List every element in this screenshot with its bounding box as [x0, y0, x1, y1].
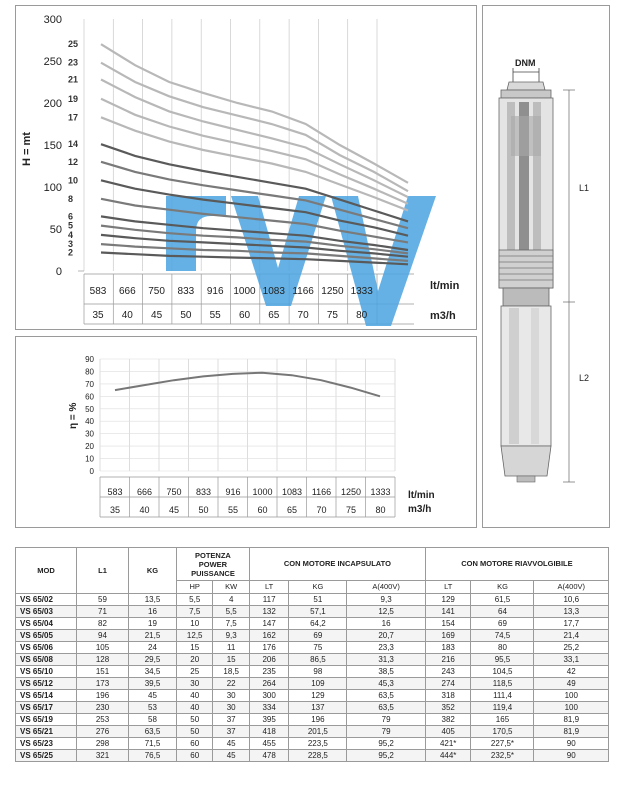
table-cell: 4: [213, 594, 249, 606]
eff-y-tick: 50: [85, 404, 94, 414]
table-cell: 243: [425, 666, 471, 678]
table-cell: 80: [471, 642, 534, 654]
table-cell: 95,2: [347, 738, 426, 750]
table-cell: 15: [213, 654, 249, 666]
eff-x-tick-lt: 750: [166, 487, 182, 497]
table-cell: 45,3: [347, 678, 426, 690]
eff-x-tick-lt: 1083: [281, 487, 303, 497]
table-cell: 98: [289, 666, 347, 678]
table-cell: 478: [249, 750, 289, 762]
table-cell: 352: [425, 702, 471, 714]
table-cell: 455: [249, 738, 289, 750]
table-row: [16, 666, 609, 678]
table-cell: 95,2: [347, 750, 426, 762]
head-chart-panel: [15, 5, 477, 330]
head-x-tick-m3: 75: [326, 310, 338, 321]
eff-x-tick-lt: 583: [107, 487, 123, 497]
model-cell: VS 65/03: [16, 606, 77, 618]
table-cell: 95,5: [471, 654, 534, 666]
table-cell: 7,5: [177, 606, 213, 618]
table-cell: 30: [213, 690, 249, 702]
table-cell: 111,4: [471, 690, 534, 702]
head-x-tick-m3: 80: [356, 310, 368, 321]
table-cell: 235: [249, 666, 289, 678]
eff-x-tick-m3: 80: [375, 505, 386, 515]
table-cell: 12,5: [347, 606, 426, 618]
model-cell: VS 65/21: [16, 726, 77, 738]
table-row: [16, 738, 609, 750]
table-cell: 58: [129, 714, 177, 726]
table-cell: 100: [534, 690, 609, 702]
table-cell: 50: [177, 726, 213, 738]
efficiency-chart-panel: [15, 336, 477, 528]
table-cell: 31,3: [347, 654, 426, 666]
table-cell: 223,5: [289, 738, 347, 750]
table-cell: 173: [77, 678, 129, 690]
sub-header: LT: [425, 581, 471, 594]
head-curve-25: [101, 44, 408, 183]
eff-x-tick-m3: 65: [286, 505, 298, 515]
col-power-header: POTENZA POWER PUISSANCE: [177, 548, 250, 581]
table-cell: 63,5: [129, 726, 177, 738]
head-x-tick-m3: 65: [268, 310, 280, 321]
table-cell: 318: [425, 690, 471, 702]
table-cell: 418: [249, 726, 289, 738]
table-cell: 22: [213, 678, 249, 690]
l1-label: L1: [579, 183, 590, 193]
eff-y-tick: 60: [85, 392, 94, 402]
table-cell: 100: [534, 702, 609, 714]
table-cell: 63,5: [347, 690, 426, 702]
eff-y-axis-label: η = %: [68, 402, 79, 429]
table-cell: 34,5: [129, 666, 177, 678]
table-cell: 128: [77, 654, 129, 666]
eff-x-tick-lt: 1333: [370, 487, 391, 497]
head-x-tick-lt: 1083: [262, 286, 285, 297]
table-cell: 129: [425, 594, 471, 606]
col-incaps-header: CON MOTORE INCAPSULATO: [249, 548, 425, 581]
sub-header: KG: [289, 581, 347, 594]
table-cell: 61,5: [471, 594, 534, 606]
table-cell: 20,7: [347, 630, 426, 642]
table-cell: 228,5: [289, 750, 347, 762]
table-cell: 105: [77, 642, 129, 654]
table-row: [16, 726, 609, 738]
table-cell: 16: [129, 606, 177, 618]
stage-label: 4: [68, 229, 74, 240]
pump-drawing: [483, 6, 609, 527]
eff-x-tick-m3: 50: [198, 505, 209, 515]
table-cell: 154: [425, 618, 471, 630]
sub-header: KW: [213, 581, 249, 594]
stage-label: 5: [68, 220, 74, 231]
table-cell: 60: [177, 738, 213, 750]
table-cell: 81,9: [534, 714, 609, 726]
dnm-label: DNM: [515, 58, 536, 68]
table-cell: 9,3: [347, 594, 426, 606]
table-cell: 104,5: [471, 666, 534, 678]
sub-header: A(400V): [534, 581, 609, 594]
head-x-unit-lt: lt/min: [430, 280, 460, 292]
table-cell: 40: [177, 702, 213, 714]
table-cell: 421*: [425, 738, 471, 750]
table-row: [16, 690, 609, 702]
model-cell: VS 65/14: [16, 690, 77, 702]
model-cell: VS 65/08: [16, 654, 77, 666]
table-cell: 12,5: [177, 630, 213, 642]
table-cell: 117: [249, 594, 289, 606]
table-cell: 69: [471, 618, 534, 630]
head-y-axis-label: H = mt: [21, 132, 33, 166]
table-row: [16, 750, 609, 762]
table-cell: 162: [249, 630, 289, 642]
head-y-tick: 300: [43, 14, 62, 26]
table-row: [16, 702, 609, 714]
table-row: [16, 642, 609, 654]
table-row: [16, 606, 609, 618]
table-cell: 45: [129, 690, 177, 702]
table-cell: 147: [249, 618, 289, 630]
table-cell: 13,5: [129, 594, 177, 606]
model-cell: VS 65/05: [16, 630, 77, 642]
table-cell: 19: [129, 618, 177, 630]
table-cell: 109: [289, 678, 347, 690]
eff-x-tick-m3: 45: [168, 505, 180, 515]
table-cell: 17,7: [534, 618, 609, 630]
table-row: [16, 654, 609, 666]
head-curve-23: [101, 63, 408, 192]
eff-y-tick: 80: [85, 367, 94, 377]
table-cell: 169: [425, 630, 471, 642]
table-cell: 39,5: [129, 678, 177, 690]
table-cell: 170,5: [471, 726, 534, 738]
table-cell: 16: [347, 618, 426, 630]
eff-y-tick: 20: [85, 442, 94, 452]
stage-label: 21: [68, 74, 79, 85]
table-cell: 274: [425, 678, 471, 690]
head-x-tick-m3: 70: [297, 310, 309, 321]
table-cell: 119,4: [471, 702, 534, 714]
head-x-tick-m3: 35: [92, 310, 104, 321]
table-cell: 82: [77, 618, 129, 630]
head-x-tick-m3: 60: [238, 310, 251, 321]
eff-y-tick: 40: [85, 417, 94, 427]
table-cell: 64: [471, 606, 534, 618]
head-x-unit-m3: m3/h: [430, 310, 456, 322]
col-mod-header: MOD: [16, 548, 77, 594]
table-cell: 37: [213, 726, 249, 738]
col-riavv-header: CON MOTORE RIAVVOLGIBILE: [425, 548, 608, 581]
head-x-tick-lt: 750: [148, 286, 165, 297]
table-cell: 42: [534, 666, 609, 678]
model-cell: VS 65/06: [16, 642, 77, 654]
model-cell: VS 65/10: [16, 666, 77, 678]
table-cell: 79: [347, 714, 426, 726]
table-cell: 30: [177, 678, 213, 690]
table-cell: 196: [77, 690, 129, 702]
stage-label: 17: [68, 112, 79, 123]
table-row: [16, 678, 609, 690]
model-cell: VS 65/19: [16, 714, 77, 726]
table-cell: 69: [289, 630, 347, 642]
table-cell: 276: [77, 726, 129, 738]
table-cell: 334: [249, 702, 289, 714]
head-x-tick-m3: 40: [121, 310, 133, 321]
table-cell: 183: [425, 642, 471, 654]
eff-x-tick-lt: 1166: [311, 487, 332, 497]
table-cell: 13,3: [534, 606, 609, 618]
model-cell: VS 65/17: [16, 702, 77, 714]
eff-y-tick: 10: [85, 454, 94, 464]
table-cell: 151: [77, 666, 129, 678]
table-cell: 63,5: [347, 702, 426, 714]
table-cell: 118,5: [471, 678, 534, 690]
sub-header: HP: [177, 581, 213, 594]
table-cell: 59: [77, 594, 129, 606]
table-row: [16, 630, 609, 642]
table-row: [16, 618, 609, 630]
l2-label: L2: [579, 373, 590, 383]
eff-x-tick-m3: 35: [109, 505, 121, 515]
table-cell: 24: [129, 642, 177, 654]
table-cell: 86,5: [289, 654, 347, 666]
eff-x-tick-lt: 1250: [340, 487, 362, 497]
eff-x-tick-lt: 916: [225, 487, 241, 497]
table-cell: 20: [177, 654, 213, 666]
col-kg-header: KG: [129, 548, 177, 594]
table-cell: 23,3: [347, 642, 426, 654]
table-cell: 81,9: [534, 726, 609, 738]
pump-drawing-panel: [482, 5, 610, 528]
col-l1-header: L1: [77, 548, 129, 594]
table-cell: 71,5: [129, 738, 177, 750]
table-cell: 395: [249, 714, 289, 726]
head-y-tick: 0: [55, 266, 62, 278]
stage-label: 2: [68, 247, 74, 258]
table-cell: 382: [425, 714, 471, 726]
table-cell: 141: [425, 606, 471, 618]
table-cell: 18,5: [213, 666, 249, 678]
eff-x-tick-m3: 70: [316, 505, 327, 515]
sub-header: LT: [249, 581, 289, 594]
table-cell: 5,5: [177, 594, 213, 606]
table-cell: 253: [77, 714, 129, 726]
table-cell: 21,4: [534, 630, 609, 642]
table-cell: 300: [249, 690, 289, 702]
eff-x-tick-m3: 40: [139, 505, 150, 515]
eff-y-tick: 70: [85, 379, 94, 389]
table-cell: 10,6: [534, 594, 609, 606]
table-cell: 165: [471, 714, 534, 726]
table-cell: 444*: [425, 750, 471, 762]
table-cell: 201,5: [289, 726, 347, 738]
head-x-tick-lt: 666: [118, 286, 136, 297]
table-cell: 405: [425, 726, 471, 738]
table-cell: 90: [534, 738, 609, 750]
table-cell: 45: [213, 750, 249, 762]
head-x-tick-lt: 583: [89, 286, 107, 297]
table-cell: 227,5*: [471, 738, 534, 750]
eff-y-tick: 0: [89, 467, 94, 476]
head-x-tick-lt: 1250: [321, 286, 344, 297]
table-cell: 321: [77, 750, 129, 762]
table-cell: 49: [534, 678, 609, 690]
head-x-tick-lt: 916: [206, 286, 224, 297]
table-cell: 132: [249, 606, 289, 618]
stage-label: 14: [68, 139, 79, 150]
table-cell: 79: [347, 726, 426, 738]
table-cell: 37: [213, 714, 249, 726]
table-cell: 76,5: [129, 750, 177, 762]
table-cell: 94: [77, 630, 129, 642]
eff-x-tick-m3: 75: [345, 505, 357, 515]
sub-header: A(400V): [347, 581, 426, 594]
table-cell: 7,5: [213, 618, 249, 630]
head-x-tick-lt: 1000: [233, 286, 256, 297]
eff-x-tick-m3: 60: [257, 505, 268, 515]
table-cell: 38,5: [347, 666, 426, 678]
table-cell: 60: [177, 750, 213, 762]
sub-header: KG: [471, 581, 534, 594]
table-cell: 230: [77, 702, 129, 714]
table-cell: 216: [425, 654, 471, 666]
table-cell: 176: [249, 642, 289, 654]
stage-label: 19: [68, 93, 79, 104]
table-row: [16, 714, 609, 726]
stage-label: 25: [68, 39, 79, 50]
table-row: [16, 594, 609, 606]
eff-x-unit-m3: m3/h: [408, 504, 432, 515]
eff-y-tick: 90: [85, 355, 94, 364]
table-cell: 75: [289, 642, 347, 654]
head-x-tick-lt: 1166: [292, 286, 314, 297]
head-y-tick: 50: [49, 224, 62, 236]
stage-label: 6: [68, 211, 74, 222]
table-cell: 5,5: [213, 606, 249, 618]
table-cell: 71: [77, 606, 129, 618]
stage-label: 10: [68, 175, 79, 186]
table-cell: 45: [213, 738, 249, 750]
table-cell: 298: [77, 738, 129, 750]
head-chart: [16, 6, 476, 329]
table-cell: 196: [289, 714, 347, 726]
stage-label: 8: [68, 193, 74, 204]
model-cell: VS 65/02: [16, 594, 77, 606]
table-cell: 11: [213, 642, 249, 654]
table-cell: 51: [289, 594, 347, 606]
table-cell: 74,5: [471, 630, 534, 642]
eff-x-tick-lt: 666: [136, 487, 153, 497]
head-x-tick-m3: 50: [180, 310, 192, 321]
eff-x-tick-m3: 55: [227, 505, 239, 515]
head-y-tick: 150: [43, 140, 62, 152]
head-curve-19: [101, 99, 408, 204]
model-cell: VS 65/25: [16, 750, 77, 762]
table-cell: 25,2: [534, 642, 609, 654]
table-cell: 129: [289, 690, 347, 702]
eff-x-tick-lt: 1000: [252, 487, 273, 497]
table-cell: 29,5: [129, 654, 177, 666]
head-x-tick-m3: 45: [151, 310, 163, 321]
stage-label: 23: [68, 57, 79, 68]
table-cell: 40: [177, 690, 213, 702]
table-cell: 30: [213, 702, 249, 714]
model-cell: VS 65/12: [16, 678, 77, 690]
model-cell: VS 65/04: [16, 618, 77, 630]
table-cell: 57,1: [289, 606, 347, 618]
stage-label: 12: [68, 156, 79, 167]
table-cell: 25: [177, 666, 213, 678]
head-y-tick: 250: [43, 56, 62, 68]
head-x-tick-m3: 55: [209, 310, 221, 321]
efficiency-chart: [16, 337, 476, 527]
table-cell: 90: [534, 750, 609, 762]
table-cell: 21,5: [129, 630, 177, 642]
model-cell: VS 65/23: [16, 738, 77, 750]
eff-y-tick: 30: [85, 429, 94, 439]
table-cell: 232,5*: [471, 750, 534, 762]
table-cell: 9,3: [213, 630, 249, 642]
head-y-tick: 100: [43, 182, 62, 194]
stage-label: 3: [68, 239, 74, 250]
table-cell: 53: [129, 702, 177, 714]
table-cell: 206: [249, 654, 289, 666]
table-cell: 10: [177, 618, 213, 630]
spec-table: [15, 547, 609, 762]
table-cell: 137: [289, 702, 347, 714]
table-cell: 64,2: [289, 618, 347, 630]
table-cell: 264: [249, 678, 289, 690]
eff-x-unit-lt: lt/min: [408, 490, 435, 501]
head-y-tick: 200: [43, 98, 62, 110]
eff-x-tick-lt: 833: [195, 487, 212, 497]
table-cell: 50: [177, 714, 213, 726]
head-x-tick-lt: 1333: [350, 286, 373, 297]
head-x-tick-lt: 833: [177, 286, 195, 297]
table-cell: 15: [177, 642, 213, 654]
table-cell: 33,1: [534, 654, 609, 666]
